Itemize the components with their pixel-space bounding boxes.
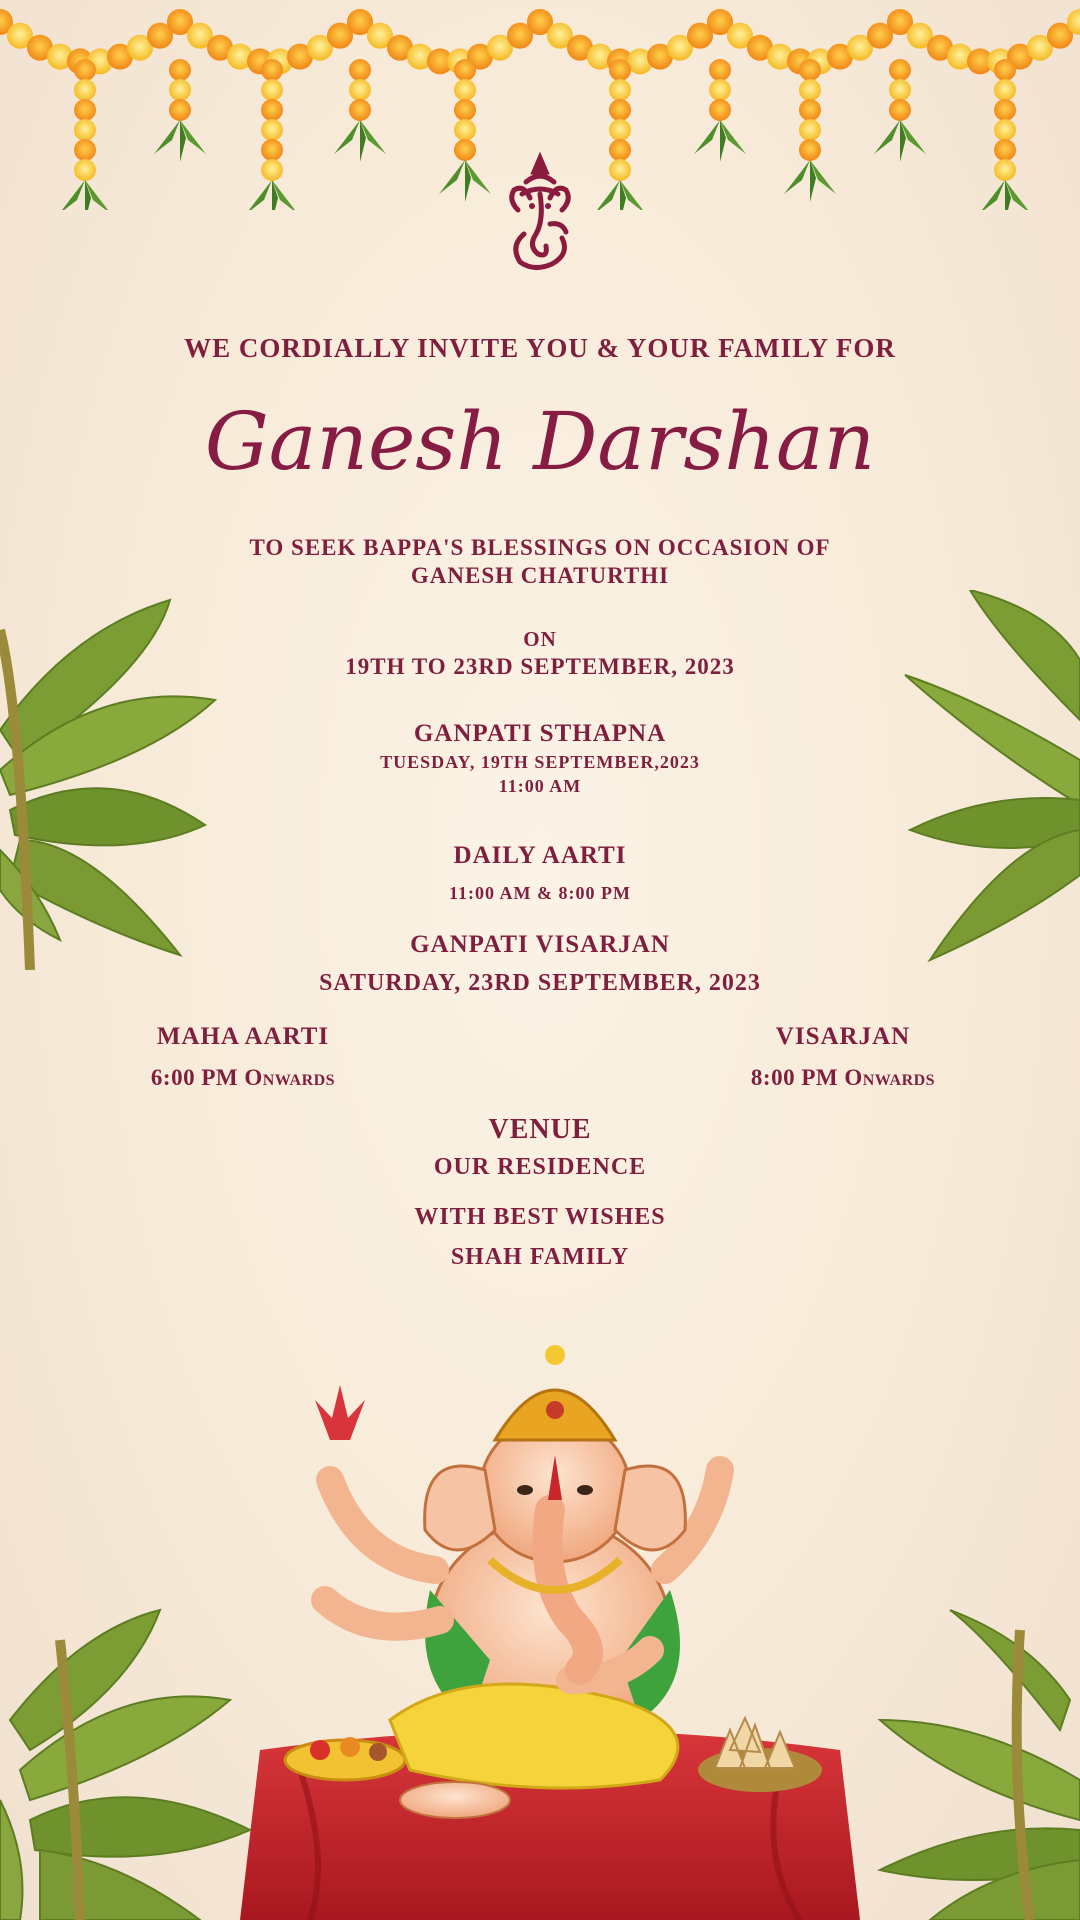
daily-aarti-heading: DAILY AARTI [453, 842, 627, 869]
event-dates: 19TH TO 23RD SEPTEMBER, 2023 [345, 654, 735, 679]
banana-leaf-bottom-right-decoration [860, 1600, 1080, 1920]
best-wishes-text: WITH BEST WISHES [414, 1204, 666, 1230]
sthapna-time: 11:00 AM [498, 776, 582, 796]
visarjan-day-date: SATURDAY, 23RD SEPTEMBER, 2023 [319, 970, 761, 996]
on-label: ON [523, 627, 557, 651]
venue-heading: VENUE [488, 1114, 592, 1145]
invitation-intro-text: WE CORDIALLY INVITE YOU & YOUR FAMILY FOR [184, 333, 896, 363]
sthapna-heading: GANPATI STHAPNA [413, 720, 667, 747]
daily-aarti-time: 11:00 AM & 8:00 PM [449, 883, 631, 903]
marigold-garland-decoration [0, 0, 1080, 210]
maha-aarti-heading: MAHA AARTI [156, 1023, 330, 1050]
event-title: Ganesh Darshan [204, 395, 876, 488]
ganesha-emblem-icon [500, 150, 580, 275]
purpose-line-1: TO SEEK BAPPA'S BLESSINGS ON OCCASION OF [249, 535, 831, 560]
visarjan-time: 8:00 PM Onwards [750, 1065, 936, 1090]
banana-leaf-bottom-left-decoration [0, 1600, 280, 1920]
host-name: SHAH FAMILY [450, 1244, 630, 1270]
purpose-line-2: GANESH CHATURTHI [410, 563, 670, 588]
sthapna-date: TUESDAY, 19TH SEPTEMBER,2023 [380, 752, 700, 772]
venue-place: OUR RESIDENCE [433, 1154, 647, 1180]
ganesha-idol-illustration [240, 1300, 860, 1920]
visarjan-day-heading: GANPATI VISARJAN [410, 931, 670, 958]
visarjan-heading: VISARJAN [775, 1023, 911, 1050]
maha-aarti-time: 6:00 PM Onwards [150, 1065, 336, 1090]
